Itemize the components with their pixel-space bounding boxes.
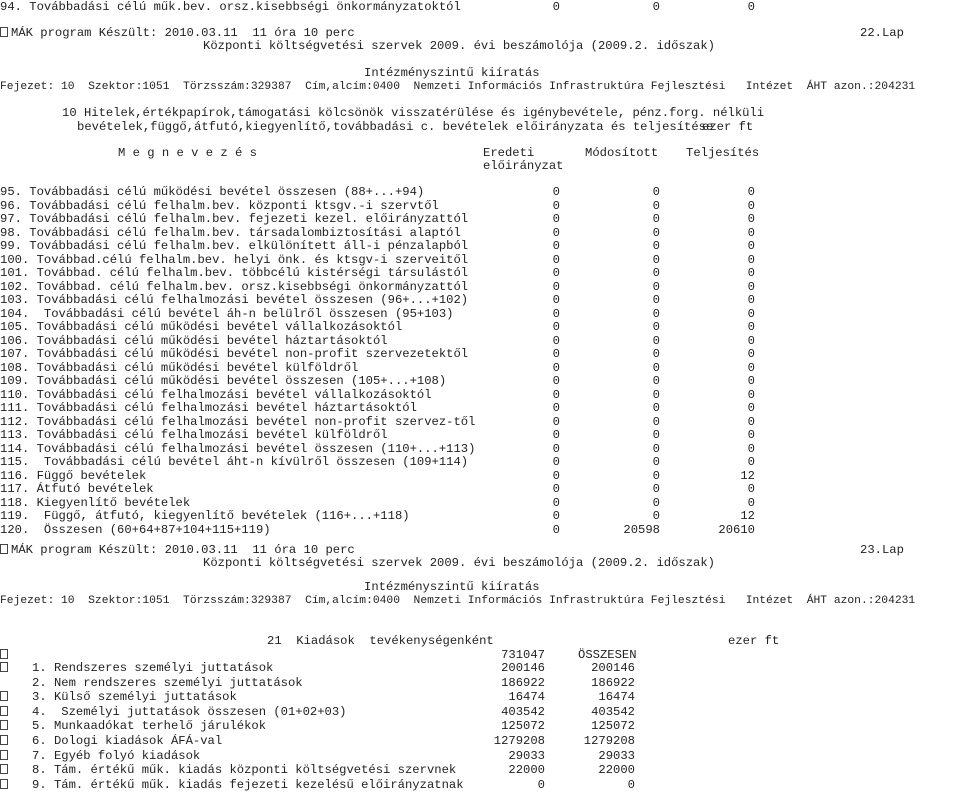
table-row-modositott: 0 [652,225,660,240]
table-row-label: 112. Továbbadási célú felhalmozási bevétel non-profit szervez-től [0,414,476,429]
table-row-modositott: 0 [652,387,660,402]
table-row-teljesites: 0 [747,225,755,240]
table-row-eredeti: 0 [552,414,560,429]
checkbox-glyph-icon [0,779,8,789]
table-row-eredeti: 0 [552,225,560,240]
table-row-eredeti: 0 [552,293,560,307]
table-row-eredeti: 0 [552,374,560,388]
table-row-modositott: 0 [652,239,660,253]
table-row-label: 101. Továbbad. célú felhalm.bev. többcélú kistérségi társulástól [0,266,469,280]
table-row-label: 95. Továbbadási célú működési bevétel összesen (88+...+94) [0,185,425,199]
table-row-modositott: 0 [652,185,660,199]
table-row-eredeti: 0 [552,198,560,213]
table-row-teljesites: 0 [747,279,755,294]
checkbox-glyph-icon [0,544,8,554]
checkbox-glyph-icon [0,27,8,37]
expense-row-value: 22000 [508,763,545,778]
expense-row-total: 16474 [598,690,635,705]
table-row-teljesites: 0 [747,360,755,375]
table-row-teljesites: 20610 [718,522,755,537]
table-row-eredeti: 0 [552,455,560,469]
table-row-modositott: 0 [652,495,660,510]
checkbox-glyph-icon [0,735,8,745]
expense-row-value: 186922 [501,675,545,690]
checkbox-glyph-icon [0,691,8,701]
table-row-modositott: 0 [652,279,660,294]
table-row-modositott: 0 [652,428,660,442]
table-row-eredeti: 0 [552,266,560,280]
table-row-eredeti: 0 [552,212,560,226]
table-row-label: 104. Továbbadási célú bevétel áh-n belülről összesen (95+103) [0,306,454,321]
table-row-label: 115. Továbbadási célú bevétel áht-n kívülről összesen (109+114) [0,455,469,469]
table-row-modositott: 0 [652,441,660,456]
table-row-label: 118. Kiegyenlítő bevételek [0,495,191,510]
table-row-modositott: 0 [652,482,660,496]
top-row-v1: 0 [552,0,560,14]
table-row-eredeti: 0 [552,239,560,253]
table-row-modositott: 0 [652,320,660,334]
checkbox-glyph-icon [0,706,8,716]
table-row-teljesites: 0 [747,414,755,429]
expense-row-total: 1279208 [583,734,635,748]
column-header-eredeti-2: előirányzat [483,159,564,173]
table-row-eredeti: 0 [552,482,560,496]
expense-row-total: 403542 [591,704,635,719]
table-row-eredeti: 0 [552,252,560,267]
table-row-eredeti: 0 [552,387,560,402]
section-line-1: 10 Hitelek,értékpapírok,támogatási kölcsönök visszatérülése és igénybevétele, pénz.forg. nélküli [62,106,765,120]
section-line-2: bevételek,függő,átfutó,kiegyenlítő,továbbadási c. bevételek előirányzata és teljesítése [77,120,714,134]
table-row-eredeti: 0 [552,320,560,334]
table-row-teljesites: 0 [747,401,755,415]
expense-row-label: 7. Egyéb folyó kiadások [0,749,200,763]
report-title-2: Központi költségvetési szervek 2009. évi beszámolója (2009.2. időszak) [203,556,715,570]
table-row-teljesites: 0 [747,185,755,199]
table-row-eredeti: 0 [552,509,560,523]
checkbox-glyph-icon [0,662,8,672]
top-row-label: 94. Továbbadási célú műk.bev. orsz.kisebbségi önkormányzatoktól [0,0,461,14]
table-row-eredeti: 0 [552,279,560,294]
table-row-modositott: 0 [652,374,660,388]
table-row-eredeti: 0 [552,333,560,348]
section-title-2: 21 Kiadások tevékenységenként [267,634,494,648]
table-row-label: 109. Továbbadási célú működési bevétel összesen (105+...+108) [0,374,447,388]
program-line-2: MÁK program Készült: 2010.03.11 11 óra 10 perc [0,543,355,557]
table-row-modositott: 0 [652,347,660,361]
expense-row-total: 0 [627,777,635,792]
table-row-label: 100. Továbbad.célú felhalm.bev. helyi önk. és ktsgv-i szerveitől [0,252,469,267]
table-row-eredeti: 0 [552,495,560,510]
table-row-label: 99. Továbbadási célú felhalm.bev. elkülönített áll-i pénzalapból [0,239,469,253]
table-row-modositott: 0 [652,306,660,321]
checkbox-glyph-icon [0,750,8,760]
checkbox-glyph-icon [0,649,8,659]
table-row-label: 105. Továbbadási célú működési bevétel vállalkozásoktól [0,320,403,334]
header-line: Fejezet: 10 Szektor:1051 Törzsszám:329387 Cím,alcím:0400 Nemzeti Információs Infrastruktúra Fejlesztési Intézet ÁHT azon.:204231 [0,81,916,93]
checkbox-glyph-icon [0,720,8,730]
total-label: ÖSSZESEN [578,648,637,662]
report-subtitle-2: Intézményszintű kiíratás [364,580,540,594]
table-row-eredeti: 0 [552,185,560,199]
table-row-label: 119. Függő, átfutó, kiegyenlítő bevételek (116+...+118) [0,509,410,523]
expense-row-value: 16474 [508,690,545,705]
table-row-label: 106. Továbbadási célú működési bevétel háztartásoktól [0,333,388,348]
report-title: Központi költségvetési szervek 2009. évi beszámolója (2009.2. időszak) [203,39,715,53]
table-row-modositott: 0 [652,360,660,375]
table-row-teljesites: 0 [747,252,755,267]
table-row-teljesites: 0 [747,293,755,307]
table-row-teljesites: 0 [747,455,755,469]
table-row-teljesites: 0 [747,482,755,496]
expense-row-value: 0 [537,777,545,792]
expense-row-label: 4. Személyi juttatások összesen (01+02+03) [0,705,347,719]
table-row-teljesites: 0 [747,198,755,213]
expense-row-label: 1. Rendszeres személyi juttatások [0,661,273,675]
table-row-label: 97. Továbbadási célú felhalm.bev. fejezeti kezel. előirányzattól [0,212,469,226]
table-row-teljesites: 0 [747,306,755,321]
table-row-teljesites: 12 [740,468,755,483]
table-row-teljesites: 0 [747,441,755,456]
checkbox-glyph-icon [0,764,8,774]
program-line: MÁK program Készült: 2010.03.11 11 óra 10 perc [0,26,355,40]
table-row-label: 117. Átfutó bevételek [0,482,154,496]
header-line-2: Fejezet: 10 Szektor:1051 Törzsszám:329387 Cím,alcím:0400 Nemzeti Információs Infrastruktúra Fejlesztési Intézet ÁHT azon.:204231 [0,595,916,607]
table-row-label: 116. Függő bevételek [0,468,147,483]
expense-row-total: 200146 [591,661,635,675]
top-row-v3: 0 [747,0,755,14]
table-row-eredeti: 0 [552,401,560,415]
expense-row-value: 403542 [501,704,545,719]
table-row-label: 113. Továbbadási célú felhalmozási bevétel külföldről [0,428,388,442]
expense-row-total: 186922 [591,675,635,690]
expense-row-label: 8. Tám. értékű műk. kiadás központi költségvetési szervnek [0,763,456,777]
table-row-teljesites: 0 [747,374,755,388]
table-row-teljesites: 0 [747,266,755,280]
table-row-label: 107. Továbbadási célú működési bevétel non-profit szervezetektől [0,347,469,361]
table-row-label: 108. Továbbadási célú működési bevétel külföldről [0,360,359,375]
table-row-teljesites: 0 [747,387,755,402]
table-row-modositott: 0 [652,455,660,469]
table-row-modositott: 0 [652,401,660,415]
table-row-teljesites: 0 [747,333,755,348]
table-row-label: 110. Továbbadási célú felhalmozási bevétel vállalkozásoktól [0,387,432,402]
table-row-label: 96. Továbbadási célú felhalm.bev. központi ktsgv.-i szervtől [0,198,439,213]
unit-label-2: ezer ft [728,634,780,648]
table-row-eredeti: 0 [552,522,560,537]
expense-row-total: 29033 [598,748,635,763]
expense-row-label: 5. Munkaadókat terhelő járulékok [0,719,266,733]
expense-row-value: 1279208 [493,734,545,748]
column-header-teljesites: Teljesítés [686,146,760,160]
expense-row-total: 125072 [591,719,635,734]
expense-row-label: 3. Külső személyi juttatások [0,690,237,704]
unit-label: ezer ft [702,120,754,134]
first-row-2 [0,648,11,662]
expense-row-label: 2. Nem rendszeres személyi juttatások [32,675,303,690]
report-subtitle: Intézményszintű kiíratás [364,66,540,80]
column-header-modositott: Módosított [585,146,659,160]
table-row-modositott: 0 [652,266,660,280]
table-row-teljesites: 0 [747,495,755,510]
table-row-teljesites: 0 [747,428,755,442]
table-row-teljesites: 0 [747,239,755,253]
expense-row-total: 22000 [598,763,635,778]
table-row-modositott: 20598 [623,522,660,537]
table-row-modositott: 0 [652,333,660,348]
table-row-eredeti: 0 [552,441,560,456]
table-row-label: 103. Továbbadási célú felhalmozási bevétel összesen (96+...+102) [0,293,469,307]
table-row-modositott: 0 [652,509,660,523]
top-row-v2: 0 [652,0,660,14]
table-row-teljesites: 0 [747,347,755,361]
table-row-label: 102. Továbbad. célú felhalm.bev. orsz.kisebbségi önkormányzattól [0,279,469,294]
table-row-teljesites: 0 [747,212,755,226]
table-row-label: 120. Összesen (60+64+87+104+115+119) [0,522,271,537]
table-row-modositott: 0 [652,252,660,267]
expense-row-value: 125072 [501,719,545,734]
table-row-modositott: 0 [652,198,660,213]
table-row-eredeti: 0 [552,360,560,375]
table-row-teljesites: 0 [747,320,755,334]
table-row-modositott: 0 [652,212,660,226]
expense-row-label: 6. Dologi kiadások ÁFÁ-val [0,734,222,748]
column-header-eredeti: Eredeti [483,146,535,160]
table-row-label: 114. Továbbadási célú felhalmozási bevétel összesen (110+...+113) [0,441,476,456]
expense-row-value: 200146 [501,661,545,675]
table-row-modositott: 0 [652,468,660,483]
table-row-label: 98. Továbbadási célú felhalm.bev. társadalombiztosítási alaptól [0,225,461,240]
total-value: 731047 [501,648,545,662]
table-row-modositott: 0 [652,414,660,429]
expense-row-value: 29033 [508,748,545,763]
table-row-eredeti: 0 [552,306,560,321]
table-row-label: 111. Továbbadási célú felhalmozási bevétel háztartásoktól [0,401,417,415]
table-row-eredeti: 0 [552,347,560,361]
table-row-eredeti: 0 [552,428,560,442]
page-number-2: 23.Lap [860,543,904,557]
column-header-name: M e g n e v e z é s [118,146,257,160]
expense-row-label: 9. Tám. értékű műk. kiadás fejezeti kezelésű előirányzatnak [0,778,464,792]
table-row-teljesites: 12 [740,509,755,523]
table-row-eredeti: 0 [552,468,560,483]
table-row-modositott: 0 [652,293,660,307]
page-number: 22.Lap [860,26,904,40]
